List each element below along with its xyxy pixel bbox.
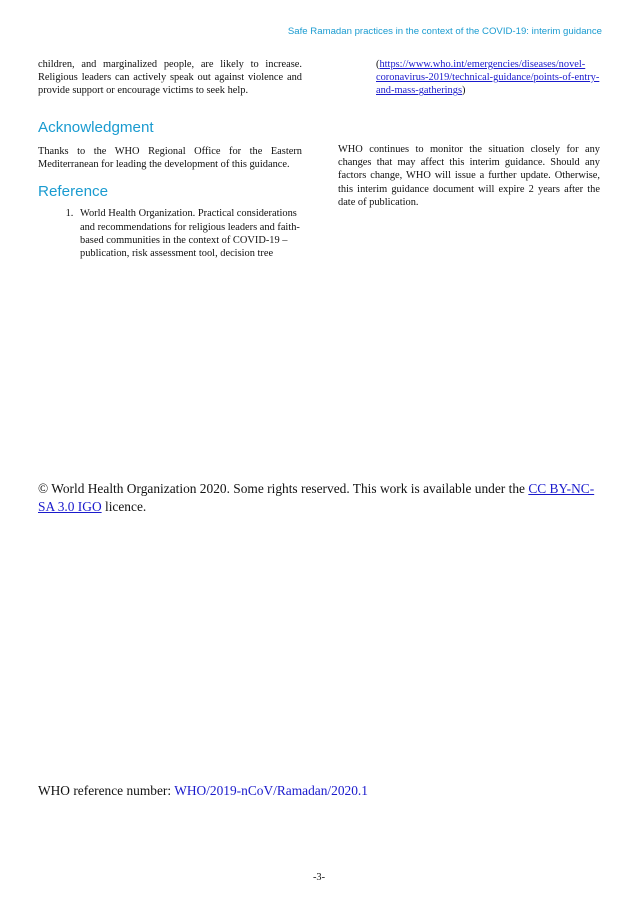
reference-item: 1. World Health Organization. Practical considerations and recommendations for religious leaders and faith-based communities in the context of COVID-19 – publication, risk assessment tool, decision tree (76, 207, 302, 259)
left-column (38, 58, 302, 260)
reference-list (38, 207, 302, 259)
rights-statement (38, 480, 604, 515)
reference-link-block (338, 58, 600, 97)
intro-paragraph: children, and marginalized people, are likely to increase. Religious leaders can actively speak out against violence and provide support or encourage victims to seek help. (38, 59, 302, 97)
link-close-paren: ) (462, 85, 466, 97)
monitor-paragraph: WHO continues to monitor the situation closely for any changes that may affect this interim guidance. Should any factors change, WHO will issue a further update. Otherwise, this interim guidance document will expire 2 years after the date of publication. (338, 144, 600, 208)
reference-number-label: WHO reference number: (38, 783, 175, 798)
reference-heading: Reference (38, 183, 109, 201)
rights-suffix: licence. (101, 498, 147, 514)
reference-number (38, 782, 368, 799)
reference-link[interactable]: https://www.who.int/emergencies/diseases/novel-coronavirus-2019/technical-guidance/points-of-entry-and-mass-gatherings (376, 59, 600, 97)
acknowledgment-heading: Acknowledgment (38, 119, 154, 137)
licence-link[interactable]: CC BY-NC-SA 3.0 IGO (38, 481, 595, 514)
running-header: Safe Ramadan practices in the context of the COVID-19: interim guidance (287, 26, 602, 37)
reference-number-value: WHO/2019-nCoV/Ramadan/2020.1 (174, 783, 368, 798)
page-number: -3- (312, 872, 326, 883)
acknowledgment-paragraph: Thanks to the WHO Regional Office for the Eastern Mediterranean for leading the development of this guidance. (38, 146, 302, 171)
rights-text: © World Health Organization 2020. Some rights reserved. This work is available under the (38, 481, 529, 496)
right-column (338, 58, 600, 209)
link-open-paren: ( (376, 59, 380, 70)
